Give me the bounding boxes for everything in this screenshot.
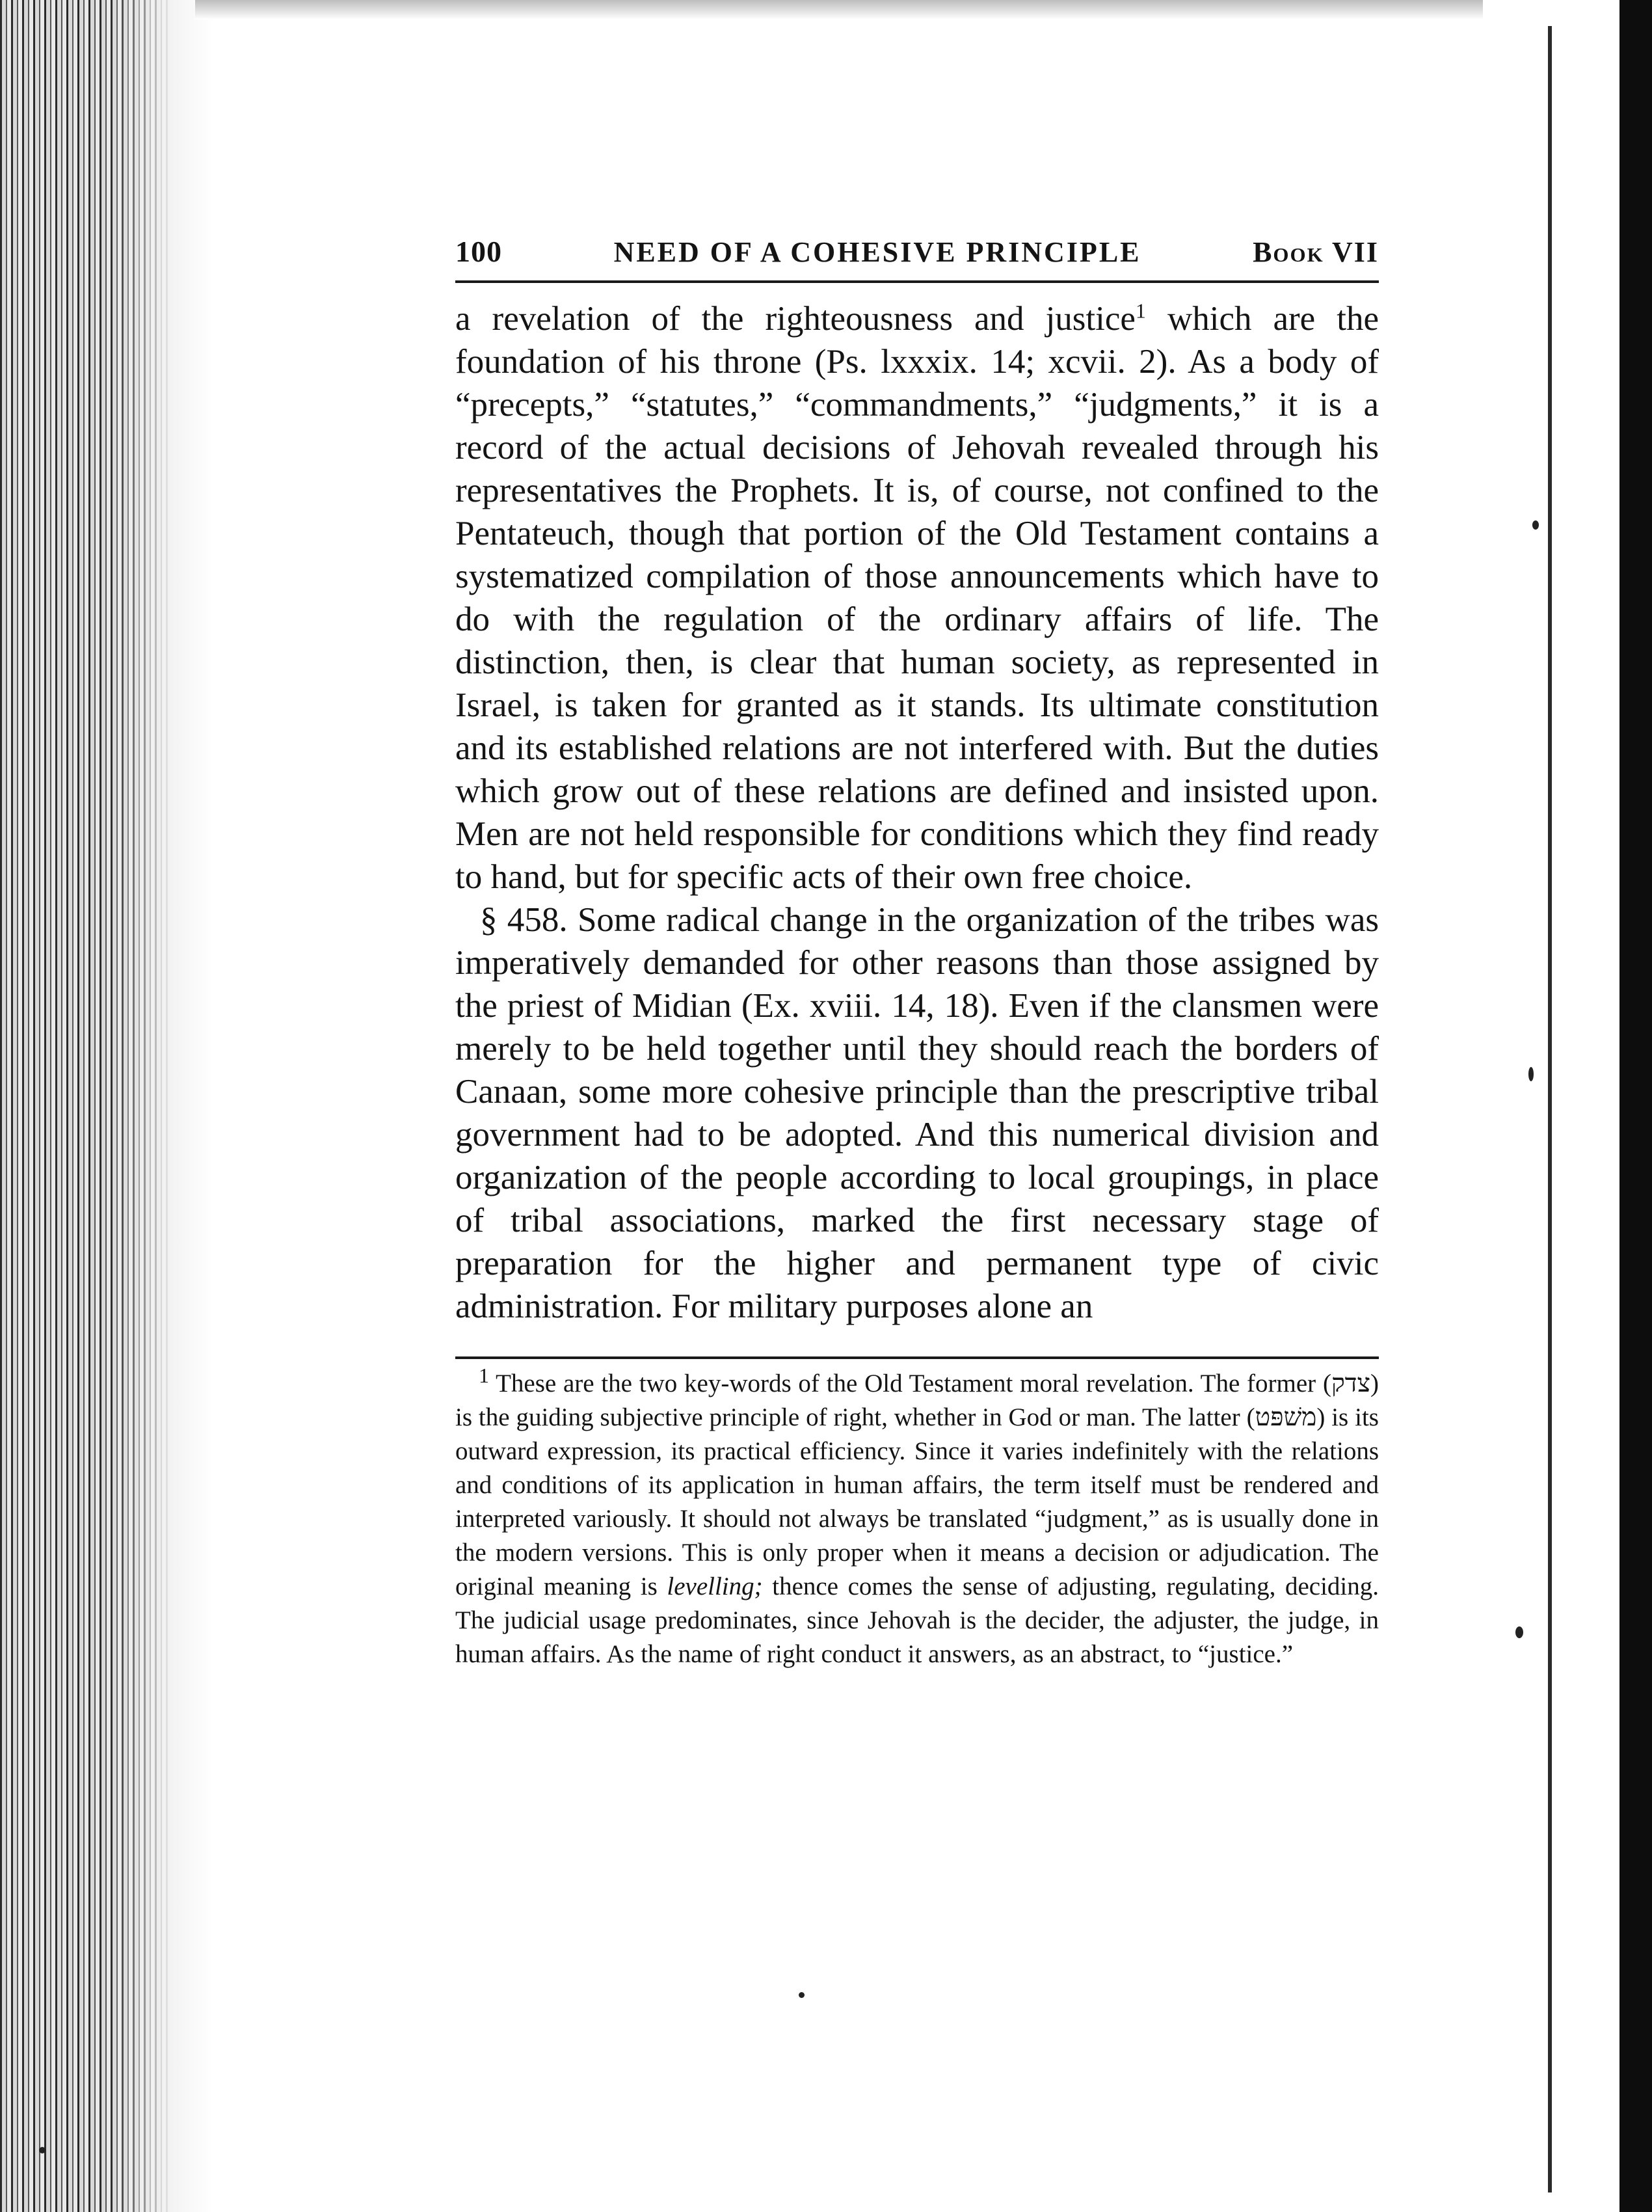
paragraph-section-458: § 458. Some radical change in the organization of the tribes was imperatively demanded for other reasons than those assigned by the priest of Midian (Ex. xviii. 14, 18). Even if the clansmen were merely to be held together until they should reach the borders of Canaan, some more cohesive principle than the prescriptive tribal government had to be adopted. And this numerical division and organization of the people according to local groupings, in place of tribal associations, marked the first necessary stage of preparation for the higher and permanent type of civic administration. For military purposes alone an	[455, 901, 1379, 1325]
paragraph-text: a revelation of the righteousness and justice	[455, 300, 1136, 338]
running-head	[455, 234, 1379, 283]
scan-speck	[39, 2147, 46, 2153]
chapter-title: NEED OF A COHESIVE PRINCIPLE	[613, 236, 1141, 268]
scan-speck	[1515, 1626, 1523, 1638]
paragraph	[455, 297, 1379, 898]
scan-speck	[1528, 1067, 1534, 1081]
footnote-marker: 1	[479, 1364, 489, 1387]
book-label: Book VII	[1253, 236, 1379, 268]
scan-border	[1619, 0, 1652, 2212]
footnote	[455, 1364, 1379, 1671]
body-text	[455, 297, 1379, 1328]
paragraph-text: which are the foundation of his throne (Ps. lxxxix. 14; xcvii. 2). As a body of “precepts,” “statutes,” “commandments,” “judgments,” it is a record of the actual decisions of Jehovah revealed through his representatives the Prophets. It is, of course, not confined to the Pentateuch, though that portion of the Old Testament contains a systematized compilation of those announcements which have to do with the regulation of the ordinary affairs of life. The distinction, then, is clear that human society, as represented in Israel, is taken for granted as it stands. Its ultimate constitution and its established relations are not interfered with. But the duties which grow out of these relations are defined and insisted upon. Men are not held responsible for conditions which they find ready to hand, but for specific acts of their own free choice.	[455, 300, 1379, 896]
scan-speck	[799, 1992, 805, 1998]
footnote-italic: levelling;	[667, 1572, 763, 1600]
footnote-text: These are the two key-words of the Old Testament moral revelation. The former (צדק) is the guiding subjective principle of right, whether in God or man. The latter (משׁפּט) is its outward expression, its practical efficiency. Since it varies indefinitely with the relations and conditions of its application in human affairs, the term itself must be rendered and interpreted variously. It should not always be translated “judgment,” as is usually done in the modern versions. This is only proper when it means a decision or adjudication. The original meaning is	[455, 1369, 1379, 1600]
page-top-edge	[195, 0, 1483, 20]
footnote-reference[interactable]: 1	[1135, 299, 1146, 323]
binding-shadow	[111, 0, 215, 2212]
footnote-text: thence comes the sense of adjusting, regulating, deciding. The judicial usage predominates, since Jehovah is the decider, the adjuster, the judge, in human affairs. As the name of right conduct it answers, as an abstract, to “justice.”	[455, 1572, 1379, 1668]
page-content	[455, 234, 1379, 1671]
scan-speck	[1532, 520, 1539, 530]
facing-page-edge	[1548, 26, 1552, 2192]
page-number: 100	[455, 235, 502, 268]
footnote-divider	[455, 1356, 1379, 1359]
